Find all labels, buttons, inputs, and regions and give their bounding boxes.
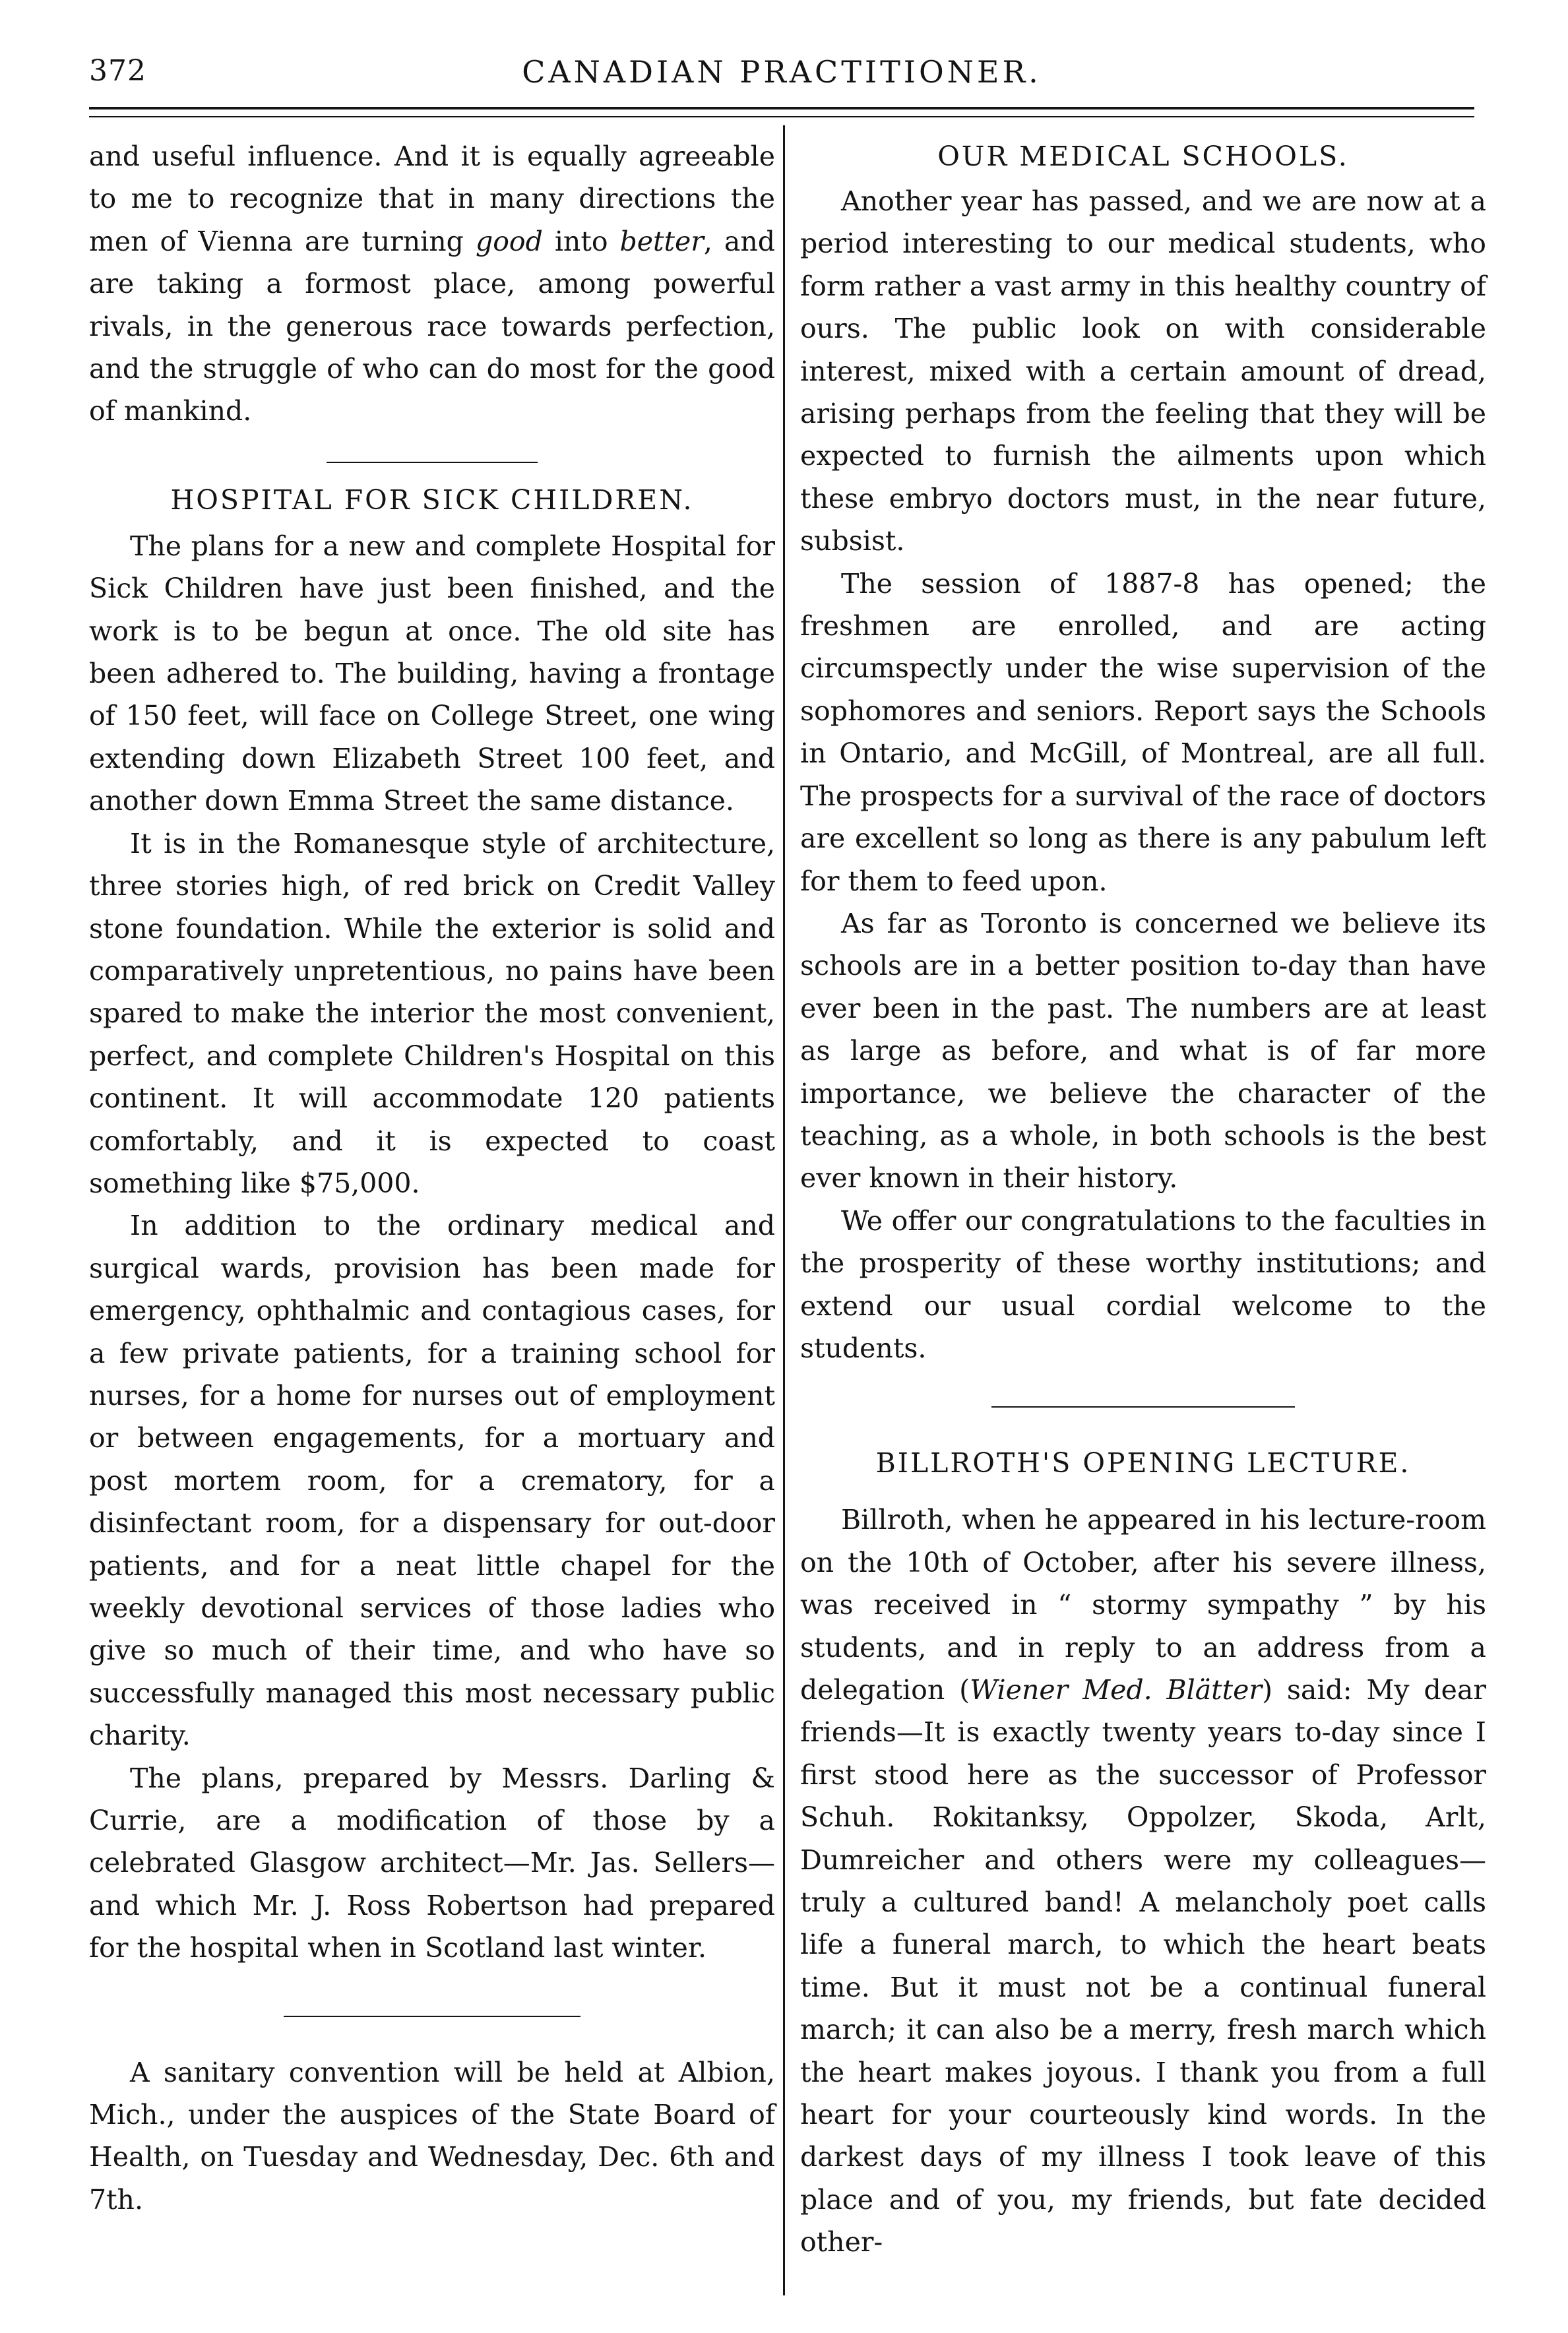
schools-paragraph-2: The session of 1887-8 has opened; the freshmen are enrolled, and are acting circumspectly under the wise supervision of the sophomores and seniors. Report says the Schools in Ontario, and McGill, of Montreal, are all full. The prospects for a survival of the race of doctors are excellent so long as there is any pabulum left for them to feed upon. — [800, 567, 1486, 897]
hospital-paragraph-3: In addition to the ordinary medical and surgical wards, provision has been made for emergency, ophthalmic and contagious cases, for a few private patients, for a training school for nurses, for a home for nurses out of employment or between engagements, for a mortuary and post mortem room, for a crematory, for a disinfectant room, for a dispensary for out-door patients, and for a neat little chapel for the weekly devotional services of those ladies who give so much of their time, and who have so successfully managed this most necessary public charity. — [89, 1210, 775, 1752]
page-number: 372 — [89, 54, 146, 88]
left-column — [89, 135, 775, 2221]
schools-paragraph-1: Another year has passed, and we are now at a period interesting to our medical students, who form rather a vast army in this healthy country of ours. The public look on with considerable interest, mixed with a certain amount of dread, arising perhaps from the feeling that they will be expected to furnish the ailments upon which these embryo doctors must, in the near future, subsist. — [800, 185, 1486, 557]
column-divider — [783, 125, 785, 2295]
header-rule-thick — [89, 107, 1474, 109]
schools-paragraph-3: As far as Toronto is concerned we believe its schools are in a better position to-day than have ever been in the past. The numbers are at least as large as before, and what is of far more importance, we believe the character of the teaching, as a whole, in both schools is the best ever known in their history. — [800, 907, 1486, 1195]
hospital-paragraph-4: The plans, prepared by Messrs. Darling & Currie, are a modification of those by a celebrated Glasgow architect—Mr. Jas. Sellers—and which Mr. J. Ross Robertson had prepared for the hospital when in Scotland last winter. — [89, 1762, 775, 1964]
header-rule-thin — [89, 116, 1474, 117]
billroth-heading: BILLROTH'S OPENING LECTURE. — [875, 1447, 1411, 1479]
running-title: CANADIAN PRACTITIONER. — [522, 54, 1042, 90]
sanitary-notice: A sanitary convention will be held at Albion, Mich., under the auspices of the State Board of Health, on Tuesday and Wednesday, Dec. 6th and 7th. — [89, 2056, 775, 2216]
hospital-heading: HOSPITAL FOR SICK CHILDREN. — [170, 483, 694, 516]
schools-heading: OUR MEDICAL SCHOOLS. — [937, 140, 1349, 172]
hospital-paragraph-2: It is in the Romanesque style of architecture, three stories high, of red brick on Credit Valley stone foundation. While the exterior is solid and comparatively unpretentious, no pains have been spared to make the interior the most convenient, perfect, and complete Children's Hospital on this continent. It will accommodate 120 patients comfortably, and it is expected to coast something like $75,000. — [89, 827, 775, 1199]
right-column — [800, 135, 1486, 2264]
section-separator — [327, 462, 538, 463]
schools-paragraph-4: We offer our congratulations to the faculties in the prosperity of these worthy institutions; and extend our usual cordial welcome to the students. — [800, 1204, 1486, 1364]
page-header — [89, 54, 1474, 107]
intro-paragraph: and useful influence. And it is equally agreeable to me to recognize that in many directions the men of Vienna are turning good into better, and are taking a formost place, among powerful rivals, in the generous race towards perfection, and the struggle of who can do most for the good of mankind. — [89, 140, 775, 427]
section-separator — [284, 2016, 580, 2017]
billroth-paragraph-1: Billroth, when he appeared in his lecture-room on the 10th of October, after his severe illness, was received in “ stormy sympathy ” by his students, and in reply to an address from a delegation (Wiener Med. Blätter) said: My dear friends—It is exactly twenty years to-day since I first stood here as the successor of Professor Schuh. Rokitanksy, Oppolzer, Skoda, Arlt, Dumreicher and others were my colleagues—truly a cultured band! A melancholy poet calls life a funeral march, to which the heart beats time. But it must not be a continual funeral march; it can also be a merry, fresh march which the heart makes joyous. I thank you from a full heart for your courteously kind words. In the darkest days of my illness I took leave of this place and of you, my friends, but fate decided other- — [800, 1504, 1486, 2258]
section-separator — [991, 1406, 1295, 1408]
hospital-paragraph-1: The plans for a new and complete Hospital for Sick Children have just been finished, and the work is to be begun at once. The old site has been adhered to. The building, having a frontage of 150 feet, will face on College Street, one wing extending down Elizabeth Street 100 feet, and another down Emma Street the same distance. — [89, 530, 775, 817]
